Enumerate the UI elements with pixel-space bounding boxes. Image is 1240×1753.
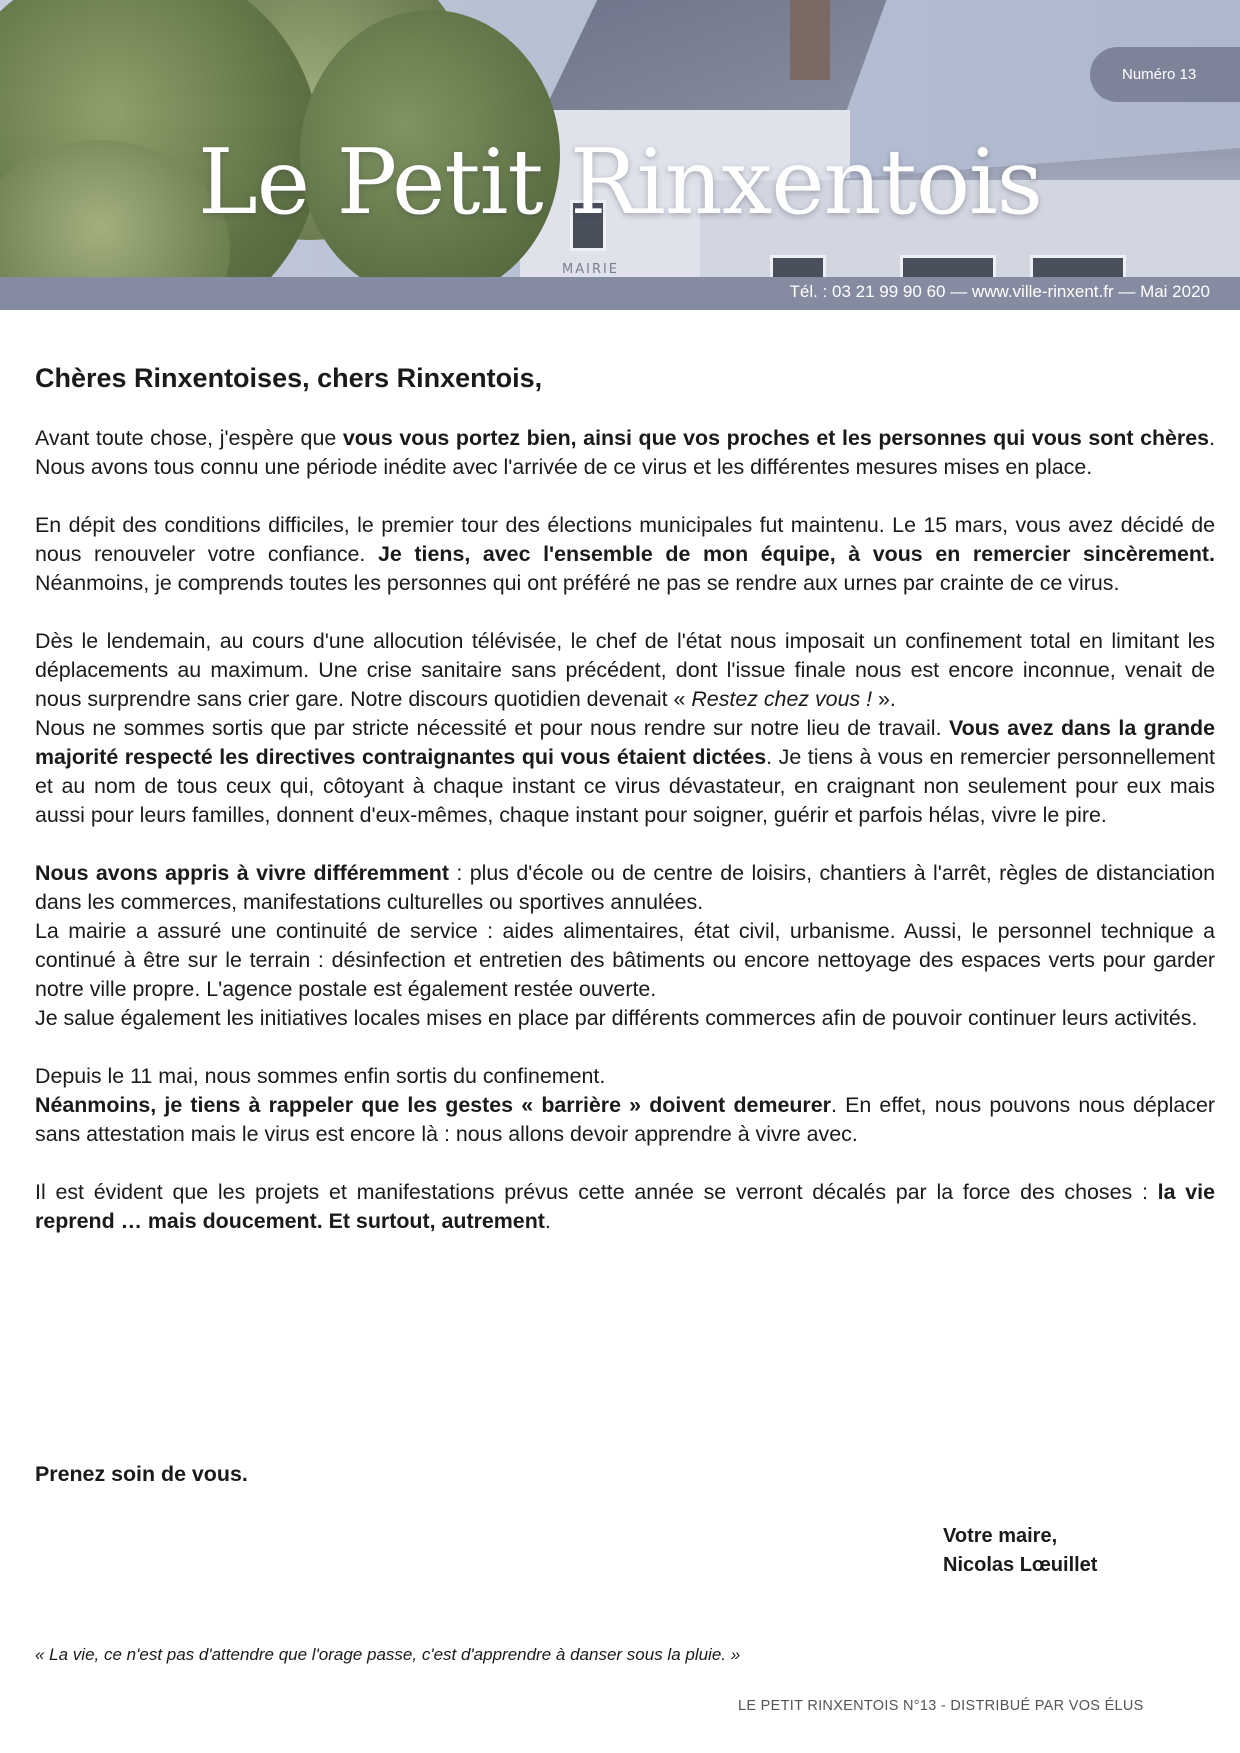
paragraph <box>35 627 1215 714</box>
paragraph <box>35 1091 1215 1149</box>
issue-number: Numéro 13 <box>1122 66 1197 83</box>
text: Nous ne sommes sortis que par stricte nécessité et pour nous rendre sur notre lieu de travail. <box>35 716 949 740</box>
bold-text: Nous avons appris à vivre différemment <box>35 861 449 885</box>
greeting: Chères Rinxentoises, chers Rinxentois, <box>35 363 543 393</box>
text: Il est évident que les projets et manifestations prévus cette année se verront décalés par la force des choses : <box>35 1180 1158 1204</box>
page-footer: LE PETIT RINXENTOIS N°13 - DISTRIBUÉ PAR VOS ÉLUS <box>738 1698 1144 1714</box>
mairie-sign: MAIRIE <box>562 262 620 277</box>
text: . <box>544 1209 551 1233</box>
contact-line: Tél. : 03 21 99 90 60 — www.ville-rinxent.fr — Mai 2020 <box>789 282 1210 301</box>
text: Avant toute chose, j'espère que <box>35 426 343 450</box>
text: : plus d'école ou de centre de loisirs, chantiers à l'arrêt, règles de distanciation dans les commerces, manifestations culturelles ou sportives annulées. <box>35 861 1215 914</box>
paragraph <box>35 424 1215 482</box>
text: . Nous avons tous connu une période inédite avec l'arrivée de ce virus et les différentes mesures mises en place. <box>35 426 1216 479</box>
bold-text: Vous avez dans la grande majorité respecté les directives contraignantes qui vous étaient dictées <box>35 716 1215 769</box>
italic-text: Restez chez vous ! <box>691 687 873 711</box>
paragraph <box>35 1178 1215 1236</box>
bold-text: Néanmoins, je tiens à rappeler que les gestes « barrière » doivent demeurer <box>35 1093 831 1117</box>
bold-text: vous vous portez bien, ainsi que vos proches et les personnes qui vous sont chères <box>342 426 1210 450</box>
paragraph <box>35 511 1215 598</box>
letter-body <box>35 363 1215 1236</box>
signature-name: Nicolas Lœuillet <box>943 1554 1098 1576</box>
paragraph: Depuis le 11 mai, nous sommes enfin sortis du confinement. <box>35 1064 606 1088</box>
text: . En effet, nous pouvons nous déplacer sans attestation mais le virus est encore là : nous allons devoir apprendre à vivre avec. <box>35 1093 1215 1146</box>
text: . Je tiens à vous en remercier personnellement et au nom de tous ceux qui, côtoyant à chaque instant ce virus dévastateur, en craignant non seulement pour eux mais aussi pour leurs familles, donnent d'eux-mêmes, chaque instant pour soigner, guérir et parfois hélas, vivre le pire. <box>35 745 1215 827</box>
text: Néanmoins, je comprends toutes les personnes qui ont préféré ne pas se rendre aux urnes par crainte de ce virus. <box>35 571 1120 595</box>
chimney <box>790 0 830 80</box>
closing-quote: « La vie, ce n'est pas d'attendre que l'orage passe, c'est d'apprendre à danser sous la pluie. » <box>35 1645 741 1664</box>
closing-line: Prenez soin de vous. <box>35 1462 248 1486</box>
paragraph <box>35 859 1215 917</box>
paragraph: La mairie a assuré une continuité de service : aides alimentaires, état civil, urbanisme. Aussi, le personnel technique a continué à être sur le terrain : désinfection et entretien des bâtiments ou encore nettoyage des espaces verts pour garder notre ville propre. L'agence postale est également restée ouverte. <box>35 919 1215 1001</box>
newsletter-title: Le Petit Rinxentois <box>198 130 1042 235</box>
text: Dès le lendemain, au cours d'une allocution télévisée, le chef de l'état nous imposait un confinement total en limitant les déplacements au maximum. Une crise sanitaire sans précédent, dont l'issue finale nous est encore inconnue, venait de nous surprendre sans crier gare. Notre discours quotidien devenait « <box>35 629 1215 711</box>
paragraph: Je salue également les initiatives locales mises en place par différents commerces afin de pouvoir continuer leurs activités. <box>35 1006 1198 1030</box>
text: ». <box>872 687 896 711</box>
header-banner <box>0 0 1240 310</box>
bold-text: la vie reprend … mais doucement. Et surtout, autrement <box>35 1180 1215 1233</box>
paragraph <box>35 714 1215 830</box>
issue-badge <box>1090 47 1240 102</box>
bold-text: Je tiens, avec l'ensemble de mon équipe, à vous en remercier sincèrement. <box>378 542 1215 566</box>
text: En dépit des conditions difficiles, le premier tour des élections municipales fut maintenu. Le 15 mars, vous avez décidé de nous renouveler votre confiance. <box>35 513 1215 566</box>
signature <box>943 1522 1097 1580</box>
signature-role: Votre maire, <box>943 1525 1058 1547</box>
